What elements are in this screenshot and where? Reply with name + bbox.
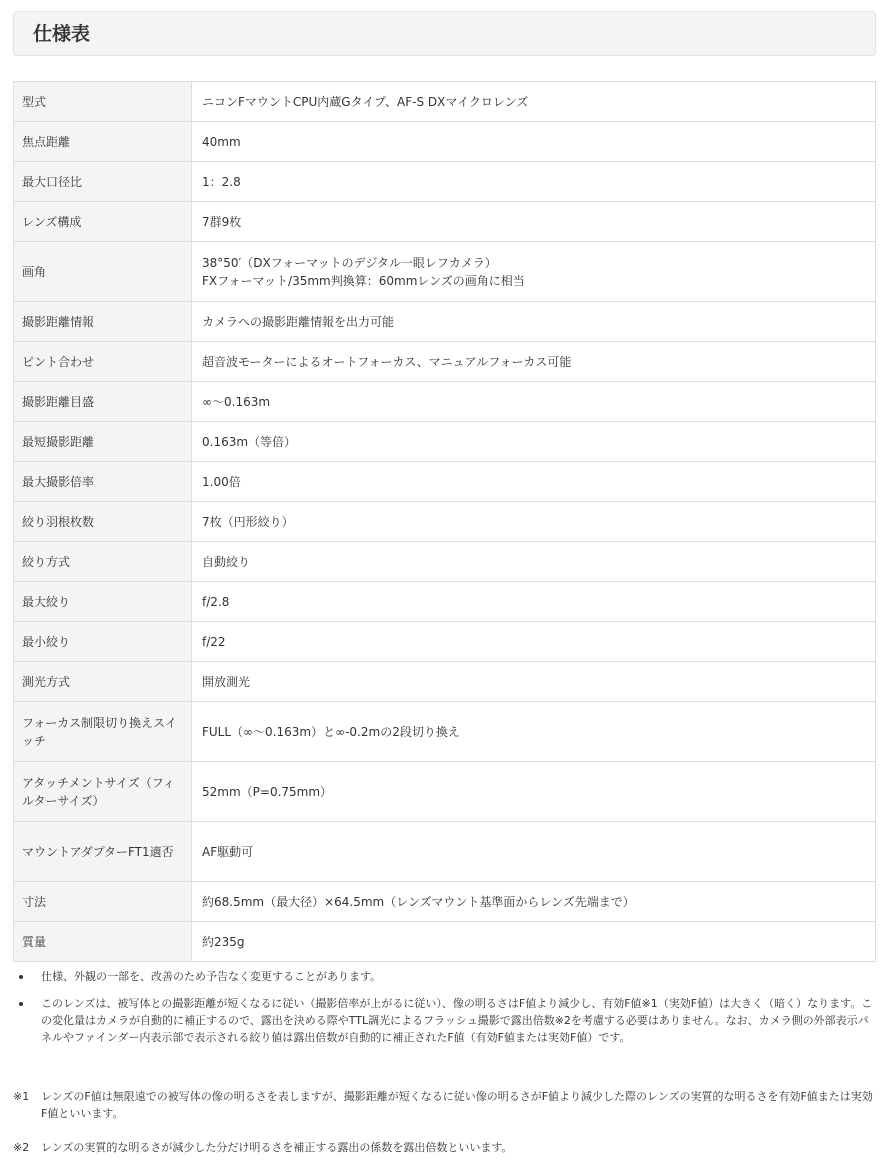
footnote-text: レンズの実質的な明るさが減少した分だけ明るさを補正する露出の係数を露出倍数といいます。 xyxy=(41,1141,513,1154)
spec-label: ピント合わせ xyxy=(14,342,192,382)
table-row xyxy=(14,82,876,122)
spec-label: 画角 xyxy=(14,242,192,302)
spec-label: 絞り羽根枚数 xyxy=(14,502,192,542)
spec-value-line: FXフォーマット/35mm判換算：60mmレンズの画角に相当 xyxy=(202,273,525,288)
footnote-2 xyxy=(13,1139,876,1156)
spec-value: 1.00倍 xyxy=(192,462,876,502)
table-row xyxy=(14,702,876,762)
table-row xyxy=(14,762,876,822)
table-row xyxy=(14,462,876,502)
spec-label: 撮影距離目盛 xyxy=(14,382,192,422)
spec-label: 寸法 xyxy=(14,882,192,922)
spec-label: 撮影距離情報 xyxy=(14,302,192,342)
spec-value: 開放測光 xyxy=(192,662,876,702)
table-row xyxy=(14,922,876,962)
spec-value: 52mm（P=0.75mm） xyxy=(192,762,876,822)
table-row xyxy=(14,162,876,202)
spec-value: 超音波モーターによるオートフォーカス、マニュアルフォーカス可能 xyxy=(192,342,876,382)
spec-value: f/2.8 xyxy=(192,582,876,622)
page-title: 仕様表 xyxy=(33,23,91,45)
list-item xyxy=(13,968,876,985)
spec-label: 最大撮影倍率 xyxy=(14,462,192,502)
spec-value: ニコンFマウントCPU内蔵Gタイプ、AF-S DXマイクロレンズ xyxy=(192,82,876,122)
table-row xyxy=(14,122,876,162)
spec-label: 測光方式 xyxy=(14,662,192,702)
spec-value: AF駆動可 xyxy=(192,822,876,882)
spec-label: 型式 xyxy=(14,82,192,122)
note-text: このレンズは、被写体との撮影距離が短くなるに従い（撮影倍率が上がるに従い）、像の明るさはF値より減少し、有効F値※1（実効F値）は大きく（暗く）なります。この変化量はカメラが自動的に補正するので、露出を決める際やTTL調光によるフラッシュ撮影で露出倍数※2を考慮する必要はありません。なお、カメラ側の外部表示パネルやファインダー内表示部で表示される絞り値は露出倍数が自動的に補正されたF値（有効F値または実効F値）です。 xyxy=(41,997,873,1044)
table-row xyxy=(14,302,876,342)
spec-label: アタッチメントサイズ（フィルターサイズ） xyxy=(14,762,192,822)
spec-label: 最大口径比 xyxy=(14,162,192,202)
table-row xyxy=(14,342,876,382)
spec-label: 最大絞り xyxy=(14,582,192,622)
spec-label: 最小絞り xyxy=(14,622,192,662)
spec-value xyxy=(192,242,876,302)
spec-value: 約235g xyxy=(192,922,876,962)
table-row xyxy=(14,662,876,702)
spec-value: カメラへの撮影距離情報を出力可能 xyxy=(192,302,876,342)
spec-label: フォーカス制限切り換えスイッチ xyxy=(14,702,192,762)
footnote-1 xyxy=(13,1088,876,1122)
table-row xyxy=(14,542,876,582)
spec-label: 最短撮影距離 xyxy=(14,422,192,462)
spec-label: 焦点距離 xyxy=(14,122,192,162)
spec-value: f/22 xyxy=(192,622,876,662)
spec-value: ∞〜0.163m xyxy=(192,382,876,422)
spec-value: 約68.5mm（最大径）×64.5mm（レンズマウント基準面からレンズ先端まで） xyxy=(192,882,876,922)
footnote-mark: ※2 xyxy=(13,1141,30,1154)
spec-label: レンズ構成 xyxy=(14,202,192,242)
spec-table xyxy=(13,81,876,962)
note-text: 仕様、外観の一部を、改善のため予告なく変更することがあります。 xyxy=(41,970,382,983)
table-row xyxy=(14,382,876,422)
table-row xyxy=(14,422,876,462)
spec-label: 質量 xyxy=(14,922,192,962)
table-row xyxy=(14,882,876,922)
spec-label: 絞り方式 xyxy=(14,542,192,582)
spec-value: 7群9枚 xyxy=(192,202,876,242)
table-row xyxy=(14,242,876,302)
footnote-text: レンズのF値は無限遠での被写体の像の明るさを表しますが、撮影距離が短くなるに従い像の明るさがF値より減少した際のレンズの実質的な明るさを有効F値または実効F値といいます。 xyxy=(41,1090,873,1120)
table-row xyxy=(14,622,876,662)
notes-list xyxy=(13,968,876,1056)
table-row xyxy=(14,202,876,242)
spec-value: 自動絞り xyxy=(192,542,876,582)
spec-value: 40mm xyxy=(192,122,876,162)
bullet-dot-icon xyxy=(19,975,23,979)
title-box xyxy=(13,11,876,56)
spec-value-line: 38°50′（DXフォーマットのデジタル一眼レフカメラ） xyxy=(202,255,497,270)
bullet-dot-icon xyxy=(19,1002,23,1006)
spec-label: マウントアダプターFT1適否 xyxy=(14,822,192,882)
table-row xyxy=(14,582,876,622)
spec-value: 0.163m（等倍） xyxy=(192,422,876,462)
footnote-mark: ※1 xyxy=(13,1090,30,1103)
table-row xyxy=(14,502,876,542)
spec-value: 1：2.8 xyxy=(192,162,876,202)
table-row xyxy=(14,822,876,882)
spec-value: FULL（∞〜0.163m）と∞-0.2mの2段切り換え xyxy=(192,702,876,762)
spec-value: 7枚（円形絞り） xyxy=(192,502,876,542)
list-item xyxy=(13,995,876,1046)
